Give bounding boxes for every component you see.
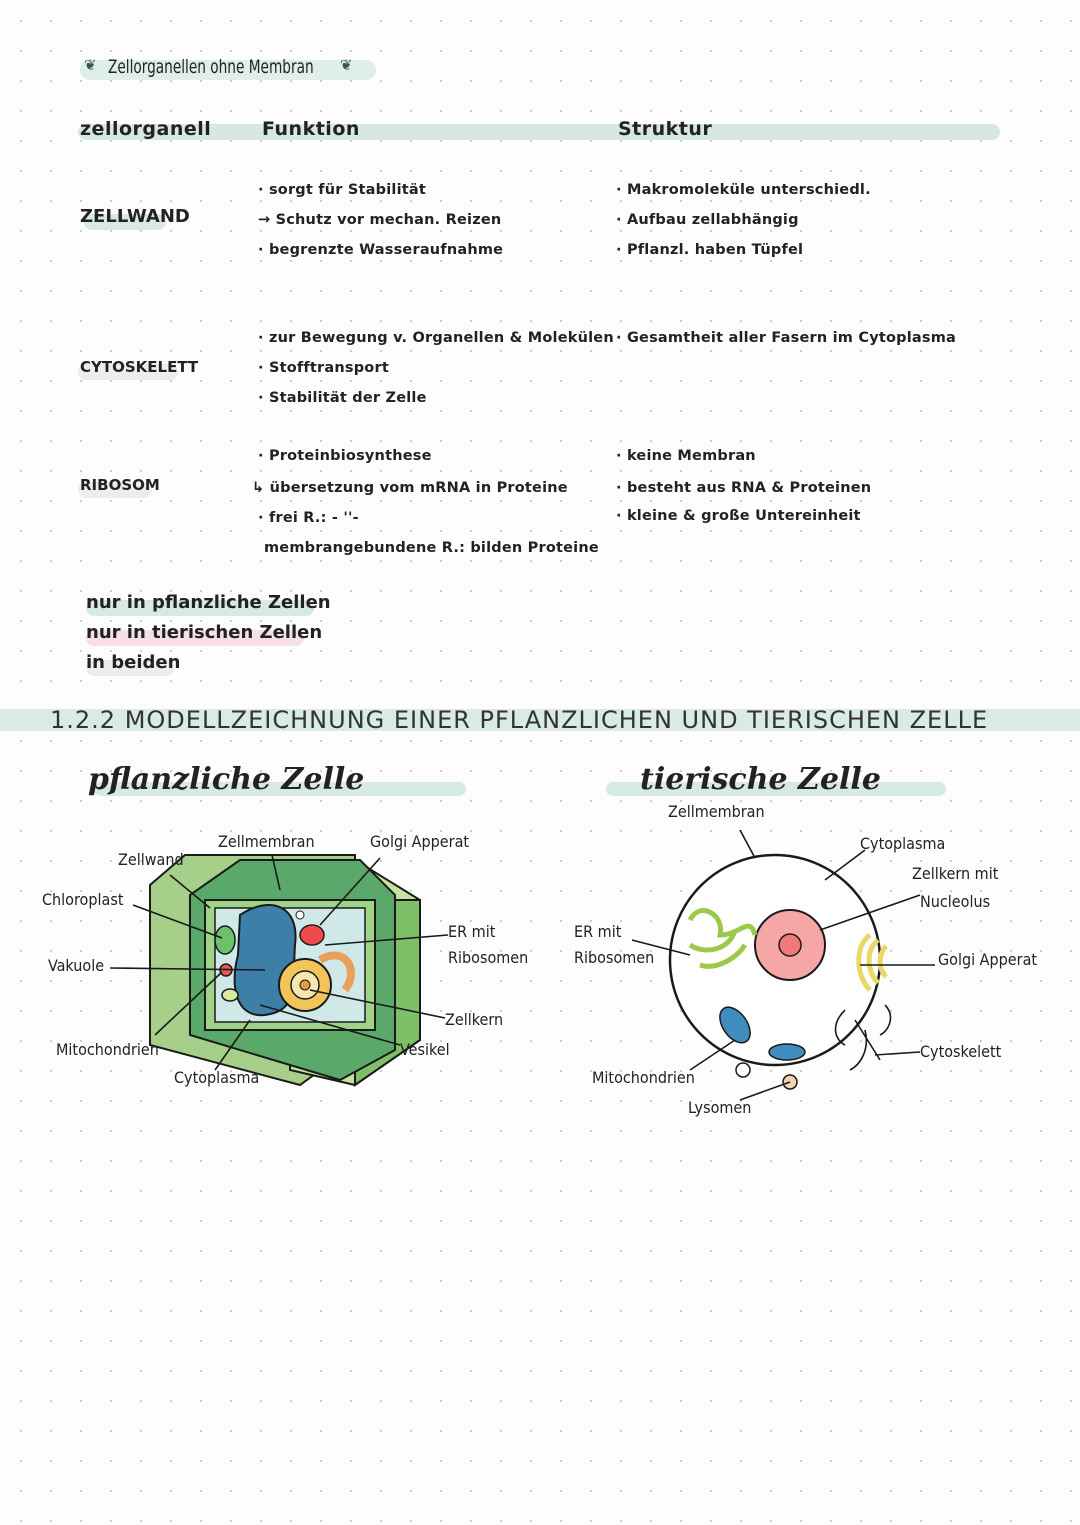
animal-label-nucleolus: Nucleolus [920,892,991,911]
header-struktur: Struktur [618,118,713,140]
animal-label-zellkern: Zellkern mit [912,864,999,883]
page-title: Zellorganellen ohne Membran [108,56,314,78]
plant-label-golgi: Golgi Apperat [370,832,470,851]
golgi-icon [300,925,324,945]
animal-label-er: ER mit [574,922,622,941]
section-title: 1.2.2 MODELLZEICHNUNG EINER PFLANZLICHEN UND TIERISCHEN ZELLE [50,706,989,734]
struktur-line: · kleine & große Untereinheit [616,508,861,524]
animal-label-er-2: Ribosomen [574,948,655,967]
lysosome-icon [736,1063,750,1077]
ribosome-icon [296,911,304,919]
funktion-line: · zur Bewegung v. Organellen & Molekülen [258,330,614,346]
leaf-icon: ❦ [340,56,353,74]
animal-label-cytoskelett: Cytoskelett [920,1042,1002,1061]
plant-label-mitochondrien: Mitochondrien [56,1040,159,1059]
struktur-line: · Pflanzl. haben Tüpfel [616,242,804,258]
animal-label-mitochondrien: Mitochondrien [592,1068,695,1087]
legend-both: in beiden [86,652,181,673]
plant-label-er-2: Ribosomen [448,948,529,967]
struktur-line: · keine Membran [616,448,756,464]
funktion-line: · Stofftransport [258,360,389,376]
struktur-line: · Aufbau zellabhängig [616,212,799,228]
leaf-icon: ❦ [84,56,97,74]
plant-label-cytoplasma: Cytoplasma [174,1068,260,1087]
struktur-line: · Gesamtheit aller Fasern im Cytoplasma [616,330,957,346]
animal-label-golgi: Golgi Apperat [938,950,1038,969]
funktion-line: membrangebundene R.: bilden Proteine [264,540,599,556]
plant-label-zellkern: Zellkern [445,1010,504,1029]
funktion-line: · Proteinbiosynthese [258,448,432,464]
funktion-line: · sorgt für Stabilität [258,182,426,198]
legend-animal: nur in tierischen Zellen [86,622,323,643]
header-organell: zellorganell [80,118,212,140]
funktion-line: · begrenzte Wasseraufnahme [258,242,504,258]
funktion-line: · Stabilität der Zelle [258,390,427,406]
plant-label-er: ER mit [448,922,496,941]
funktion-line: · frei R.: - ''- [258,510,359,526]
plant-nucleolus [300,980,310,990]
plant-title: pflanzliche Zelle [88,762,365,797]
struktur-line: · Makromoleküle unterschiedl. [616,182,871,198]
header-funktion: Funktion [262,118,360,140]
animal-label-lysomen: Lysomen [688,1098,752,1117]
struktur-line: · besteht aus RNA & Proteinen [616,480,872,496]
animal-label-cytoplasma: Cytoplasma [860,834,946,853]
legend-plant: nur in pflanzliche Zellen [86,592,331,613]
plant-label-vakuole: Vakuole [48,956,105,975]
animal-nucleolus [779,934,801,956]
plant-label-zellwand: Zellwand [118,850,184,869]
chloroplast-icon [215,926,235,954]
organ-zellwand: ZELLWAND [80,206,190,227]
plant-label-vesikel: Vesikel [400,1040,450,1059]
organ-cytoskelett: CYTOSKELETT [80,358,199,376]
organ-ribosom: RIBOSOM [80,476,160,494]
mitochondrion-icon [769,1044,805,1060]
vesicle-icon [222,989,238,1001]
plant-label-chloroplast: Chloroplast [42,890,124,909]
funktion-line: → Schutz vor mechan. Reizen [258,212,502,228]
funktion-line: ↳ übersetzung vom mRNA in Proteine [252,480,568,496]
plant-label-zellmembran: Zellmembran [218,832,315,851]
animal-label-zellmembran: Zellmembran [668,802,765,821]
animal-title: tierische Zelle [640,762,881,797]
